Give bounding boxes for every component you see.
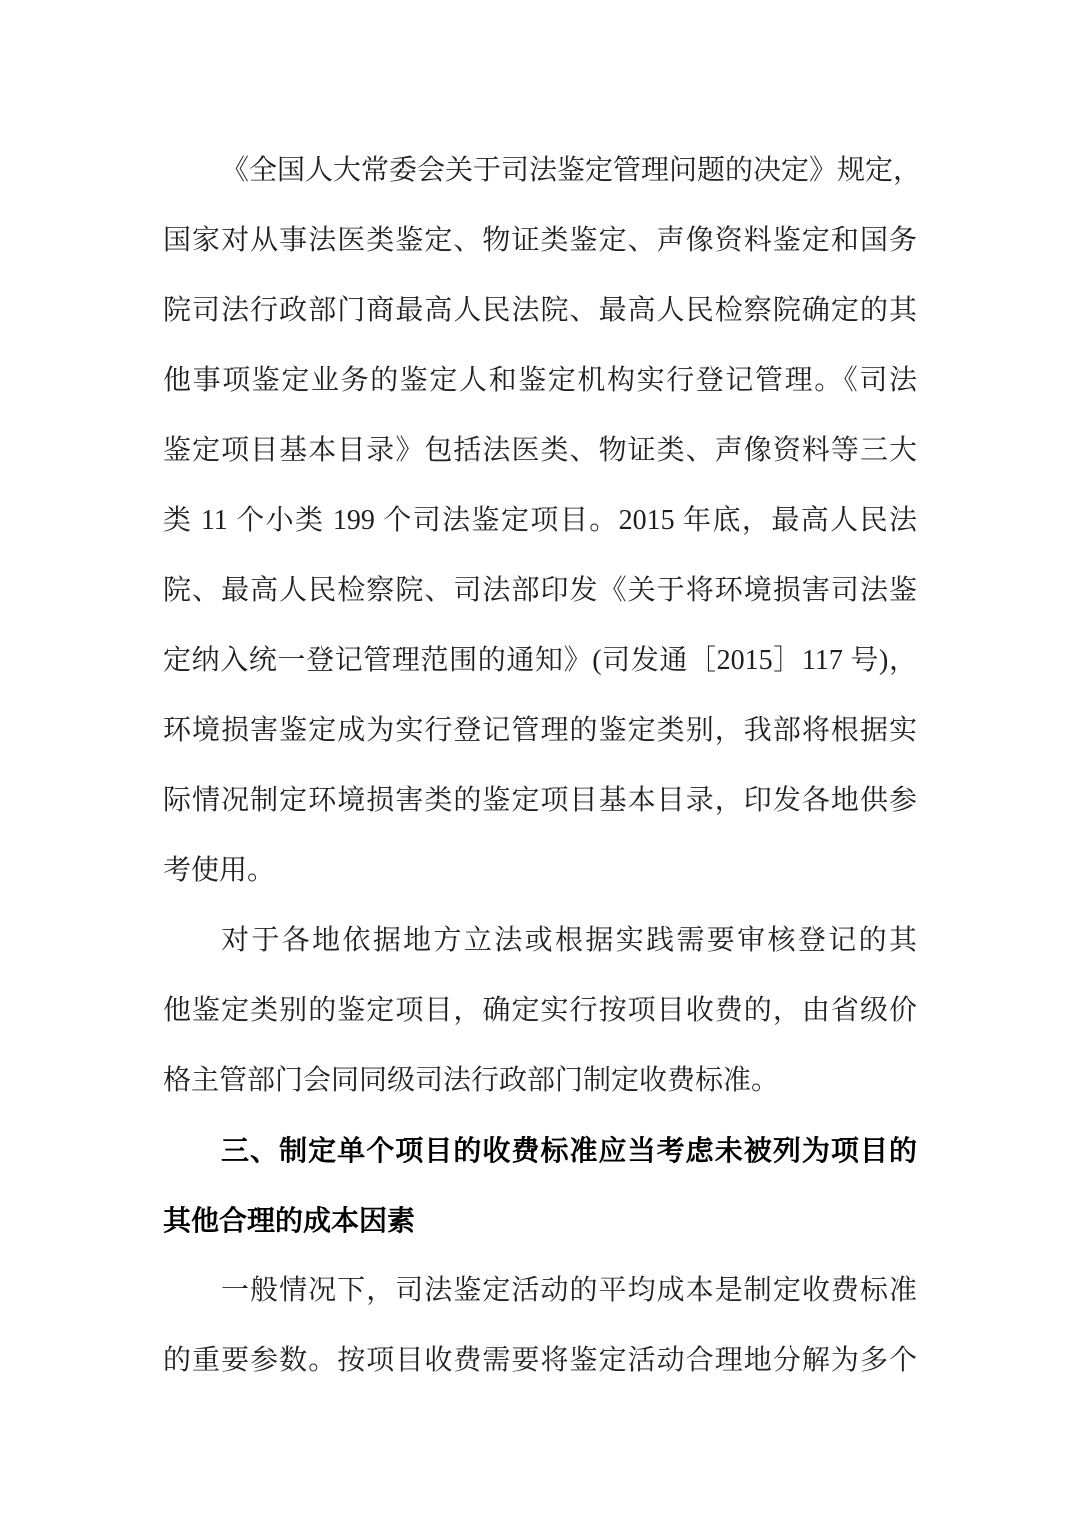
text-line: 院、最高人民检察院、司法部印发《关于将环境损害司法鉴 bbox=[163, 575, 917, 606]
heading-line: 三、制定单个项目的收费标准应当考虑未被列为项目的 bbox=[221, 1135, 917, 1166]
text-line: 的重要参数。按项目收费需要将鉴定活动合理地分解为多个 bbox=[163, 1345, 917, 1376]
document-content bbox=[163, 136, 922, 1396]
text-line: 类 11 个小类 199 个司法鉴定项目。2015 年底，最高人民法 bbox=[163, 505, 917, 536]
text-line: 他鉴定类别的鉴定项目，确定实行按项目收费的，由省级价 bbox=[163, 995, 917, 1026]
text-line: 院司法行政部门商最高人民法院、最高人民检察院确定的其 bbox=[163, 295, 917, 326]
text-line: 一般情况下，司法鉴定活动的平均成本是制定收费标准 bbox=[221, 1275, 917, 1306]
text-line: 《全国人大常委会关于司法鉴定管理问题的决定》规定， bbox=[221, 155, 922, 186]
text-line: 考使用。 bbox=[163, 855, 276, 886]
text-line: 对于各地依据地方立法或根据实践需要审核登记的其 bbox=[221, 925, 917, 956]
text-line: 国家对从事法医类鉴定、物证类鉴定、声像资料鉴定和国务 bbox=[163, 225, 917, 256]
text-line: 际情况制定环境损害类的鉴定项目基本目录，印发各地供参 bbox=[163, 785, 917, 816]
heading-line: 其他合理的成本因素 bbox=[163, 1205, 416, 1236]
text-line: 格主管部门会同同级司法行政部门制定收费标准。 bbox=[163, 1065, 780, 1096]
text-line: 鉴定项目基本目录》包括法医类、物证类、声像资料等三大 bbox=[163, 435, 917, 466]
text-line: 环境损害鉴定成为实行登记管理的鉴定类别，我部将根据实 bbox=[163, 715, 917, 746]
text-line: 他事项鉴定业务的鉴定人和鉴定机构实行登记管理。《司法 bbox=[163, 365, 917, 396]
text-line: 定纳入统一登记管理范围的通知》(司发通［2015］117 号)， bbox=[163, 645, 917, 676]
